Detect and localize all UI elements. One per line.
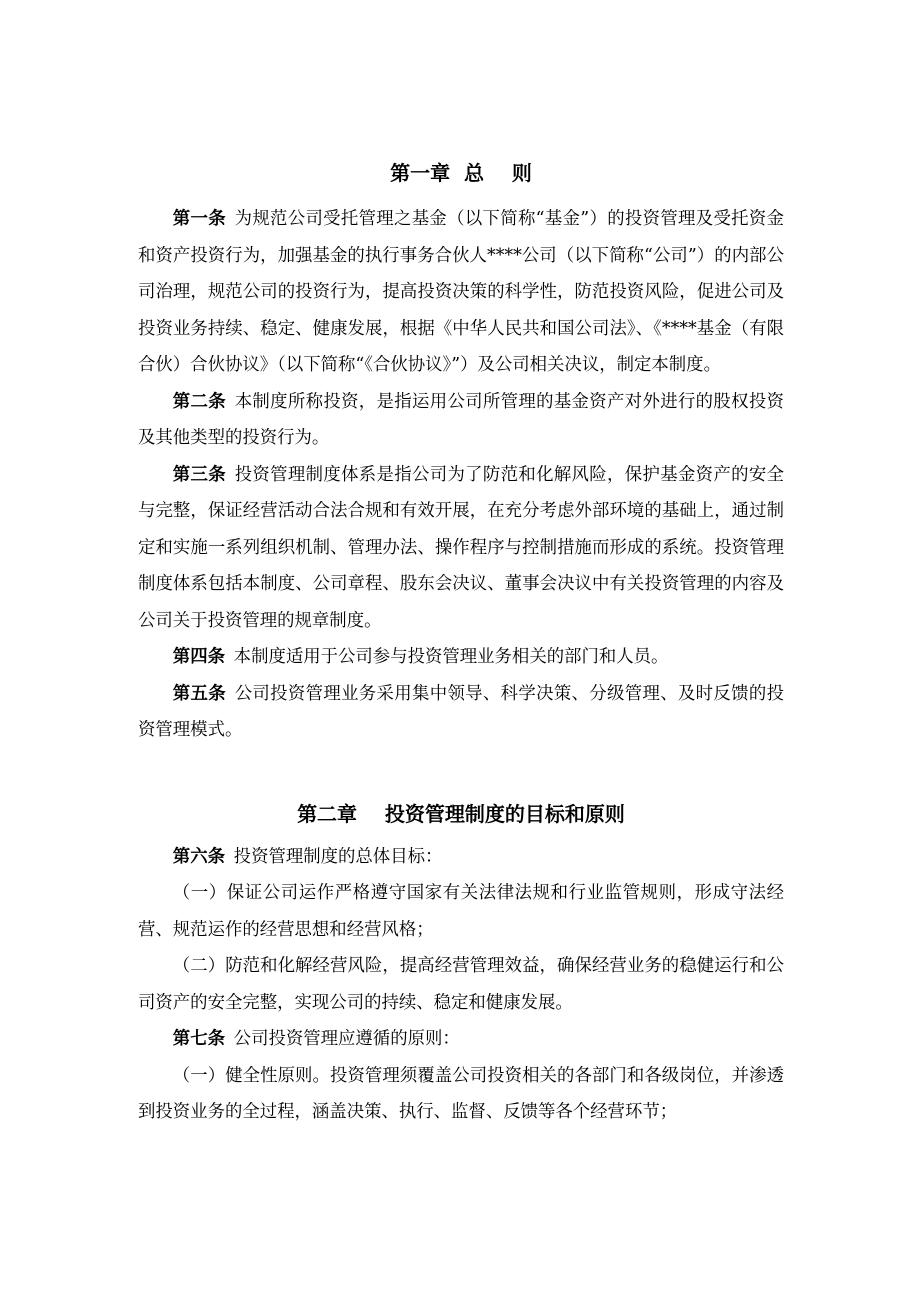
article-7-item-1: （一）健全性原则。投资管理须覆盖公司投资相关的各部门和各级岗位，并渗透到投资业务的全过程，涵盖决策、执行、监督、反馈等各个经营环节； — [138, 1065, 784, 1122]
article-3 — [138, 457, 784, 640]
article-4 — [138, 639, 784, 676]
article-5-label: 第五条 — [172, 683, 226, 704]
chapter-1-title: 第一章 总 则 — [390, 161, 532, 185]
article-6-item-1: （一）保证公司运作严格遵守国家有关法律法规和行业监管规则，形成守法经营、规范运作的经营思想和经营风格； — [138, 883, 784, 940]
chapter-2-title: 第二章 投资管理制度的目标和原则 — [297, 801, 625, 826]
document-page — [138, 158, 784, 1131]
article-6-item-2: （二）防范和化解经营风险，提高经营管理效益，确保经营业务的稳健运行和公司资产的安全完整，实现公司的持续、稳定和健康发展。 — [138, 956, 784, 1013]
article-3-label: 第三条 — [172, 464, 226, 485]
article-7-label: 第七条 — [172, 1029, 225, 1049]
article-2 — [138, 384, 784, 457]
article-5-text: 公司投资管理业务采用集中领导、科学决策、分级管理、及时反馈的投资管理模式。 — [138, 683, 784, 740]
article-1-text: 为规范公司受托管理之基金（以下简称“基金”）的投资管理及受托资金和资产投资行为，加强基金的执行事务合伙人****公司（以下简称“公司”）的内部公司治理，规范公司的投资行为，提高投资决策的科学性，防范投资风险，促进公司及投资业务持续、稳定、健康发展，根据《中华人民共和国公司法》、《****基金（有限合伙）合伙协议》（以下简称“《合伙协议》”）及公司相关决议，制定本制度。 — [138, 209, 784, 375]
article-1-label: 第一条 — [172, 209, 226, 229]
article-2-label: 第二条 — [172, 391, 226, 412]
article-4-text: 本制度适用于公司参与投资管理业务相关的部门和人员。 — [233, 647, 669, 667]
article-4-label: 第四条 — [172, 647, 225, 667]
article-5 — [138, 676, 784, 749]
article-3-text: 投资管理制度体系是指公司为了防范和化解风险，保护基金资产的安全与完整，保证经营活动合法合规和有效开展，在充分考虑外部环境的基础上，通过制定和实施一系列组织机制、管理办法、操作程序与控制措施而形成的系统。投资管理制度体系包括本制度、公司章程、股东会决议、董事会决议中有关投资管理的内容及公司关于投资管理的规章制度。 — [138, 464, 784, 631]
article-1 — [138, 201, 784, 384]
article-7 — [138, 1021, 784, 1058]
article-2-text: 本制度所称投资，是指运用公司所管理的基金资产对外进行的股权投资及其他类型的投资行为。 — [138, 391, 784, 448]
article-6-text: 投资管理制度的总体目标： — [233, 846, 443, 867]
article-6 — [138, 839, 784, 876]
article-7-text: 公司投资管理应遵循的原则： — [233, 1029, 460, 1049]
article-6-label: 第六条 — [172, 846, 225, 867]
